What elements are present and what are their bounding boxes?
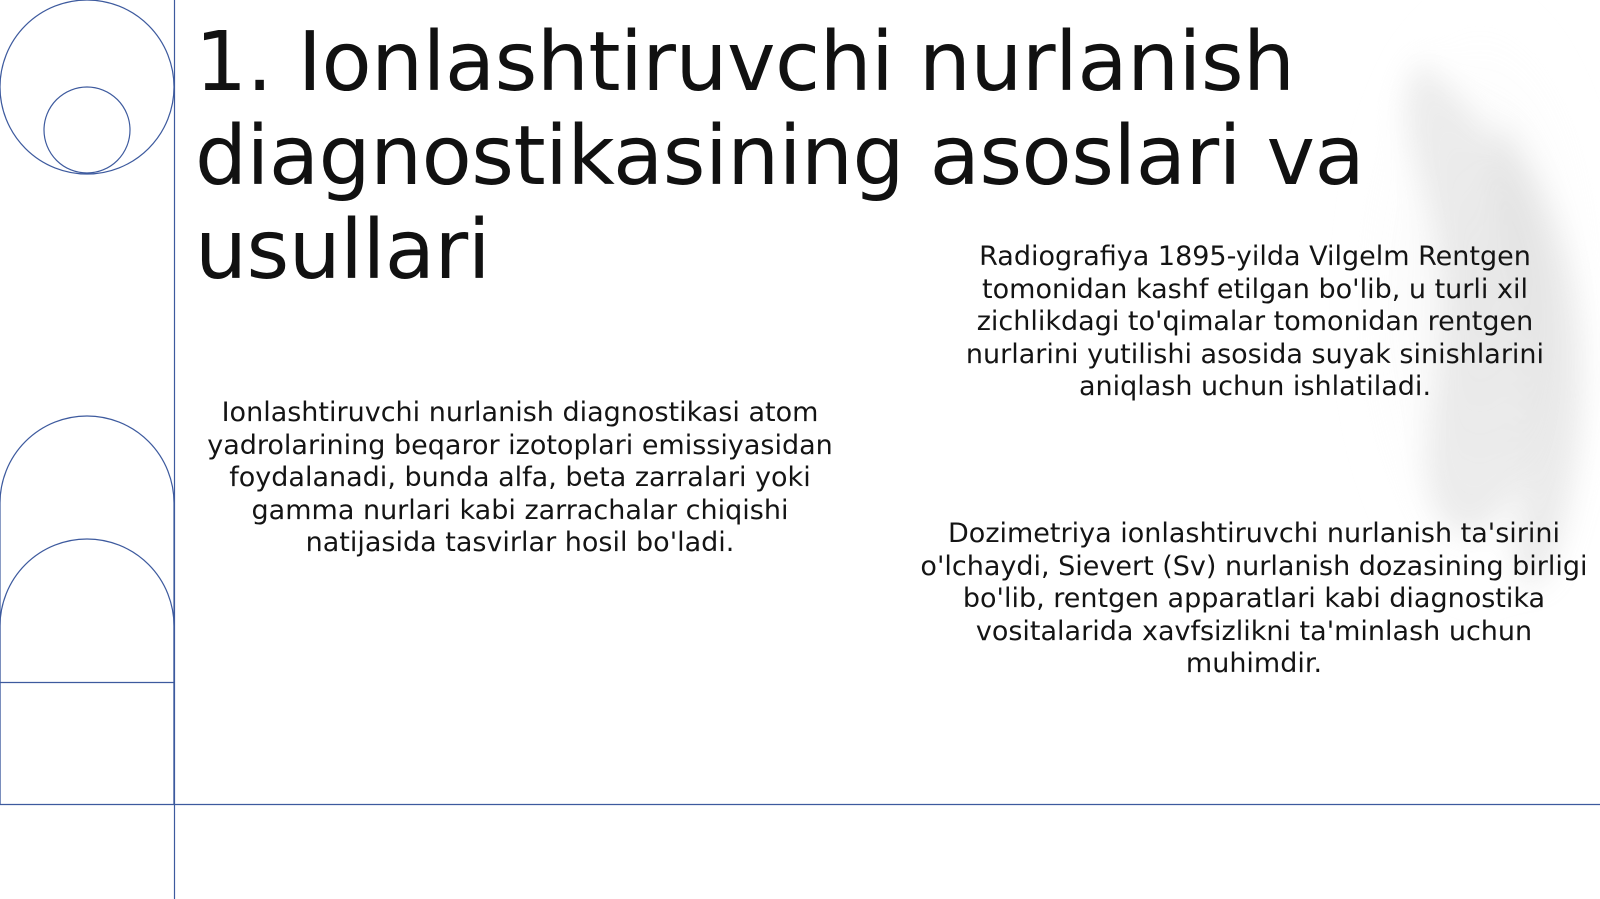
lower-arch-shape [0, 539, 174, 804]
paragraph-radiography: Radiografiya 1895-yilda Vilgelm Rentgen tomonidan kashf etilgan bo'lib, u turli xil zichlikdagi to'qimalar tomonidan rentgen nurlarini yutilishi asosida suyak sinishlarini aniqlash uchun ishlatiladi. [965, 241, 1545, 402]
paragraph-dosimetry: Dozimetriya ionlashtiruvchi nurlanish ta'sirini o'lchaydi, Sievert (Sv) nurlanish dozasining birligi bo'lib, rentgen apparatlari kabi diagnostika vositalarida xavfsizlikni ta'minlash uchun muhimdir. [920, 518, 1588, 679]
slide-title: 1. Ionlashtiruvchi nurlanish diagnostikasining asoslari va usullari [195, 15, 1365, 298]
paragraph-ionizing-radiation: Ionlashtiruvchi nurlanish diagnostikasi atom yadrolarining beqaror izotoplari emissiyasidan foydalanadi, bunda alfa, beta zarralari yoki gamma nurlari kabi zarrachalar chiqishi natijasida tasvirlar hosil bo'ladi. [207, 397, 833, 558]
upper-arch-shape [0, 416, 174, 804]
small-circle-shape [44, 87, 130, 173]
